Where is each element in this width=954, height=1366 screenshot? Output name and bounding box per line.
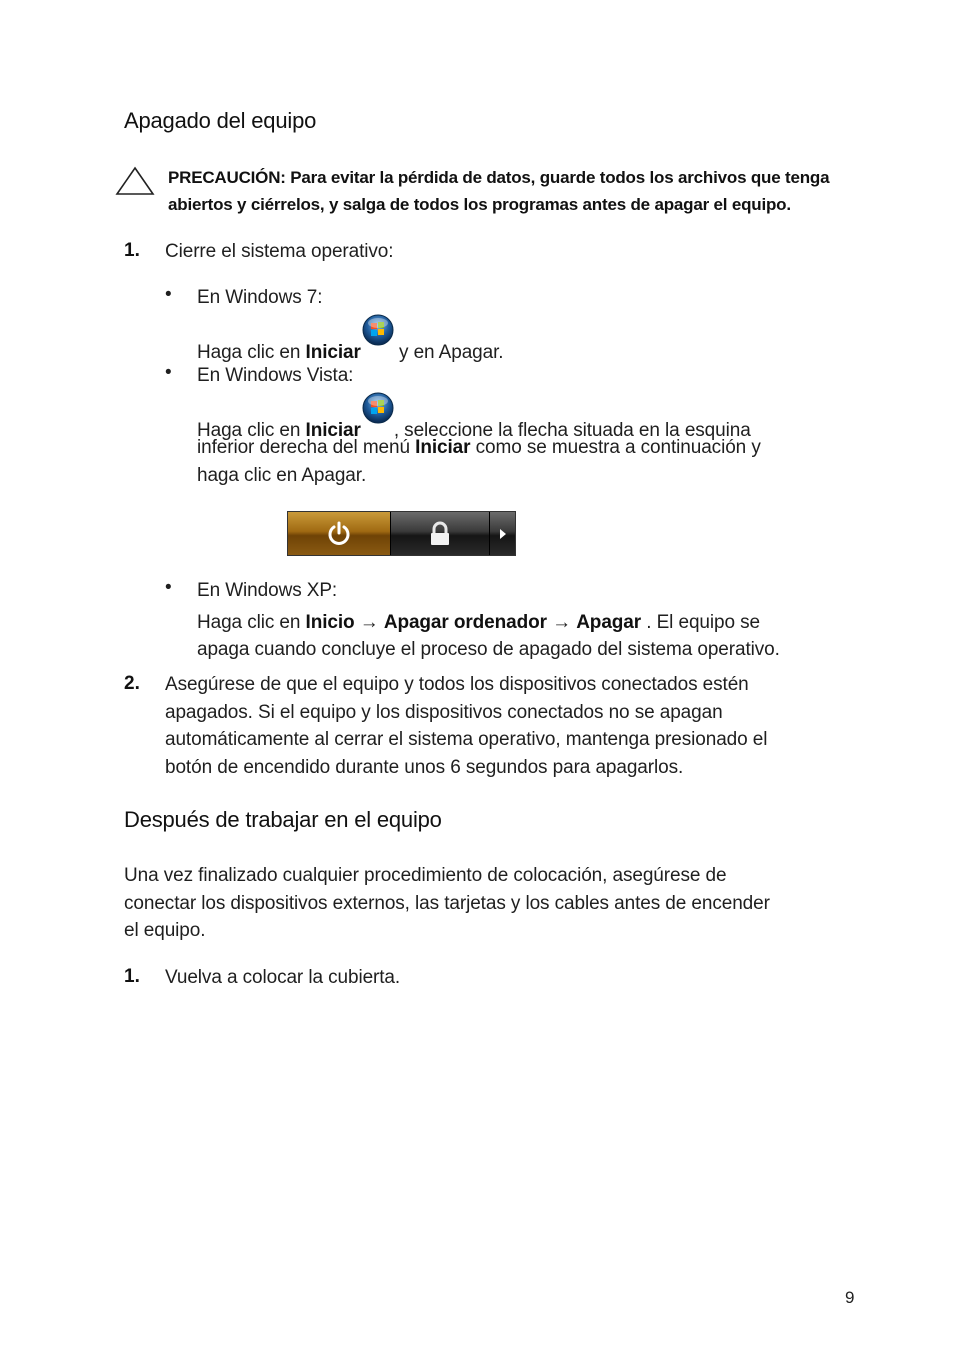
caution-label: PRECAUCIÓN: [168, 168, 286, 187]
step-2-line: apagados. Si el equipo y los dispositivos conectados no se apagan [165, 701, 723, 723]
vista-line2-iniciar: Iniciar [415, 437, 471, 458]
bullet-glyph: • [165, 284, 172, 305]
paragraph-line: Una vez finalizado cualquier procedimiento de colocación, asegúrese de [124, 865, 727, 886]
step-2-text [165, 671, 767, 781]
windows-start-orb-icon [362, 314, 394, 346]
step-text: Vuelva a colocar la cubierta. [165, 967, 401, 988]
step-2-line: Asegúrese de que el equipo y todos los dispositivos conectados estén [165, 674, 749, 695]
win7-label: En Windows 7: [197, 287, 323, 308]
step-number: 1. [124, 966, 140, 987]
bullet-glyph: • [165, 362, 172, 383]
paragraph-line: el equipo. [124, 920, 206, 941]
lock-button[interactable] [391, 512, 490, 555]
windows-start-orb-icon [362, 392, 394, 424]
power-button[interactable] [288, 512, 391, 555]
bullet-glyph: • [165, 577, 172, 598]
caution-triangle-icon [115, 166, 155, 196]
power-icon [326, 521, 352, 547]
step-2-line: automáticamente al cerrar el sistema operativo, mantenga presionado el [165, 729, 768, 750]
vista-line2-post: como se muestra a continuación y [470, 437, 761, 458]
chevron-right-icon [498, 527, 508, 541]
lock-icon [428, 521, 452, 547]
caution-note [168, 164, 888, 218]
xp-apagar: Apagar [576, 612, 642, 633]
vista-label: En Windows Vista: [197, 365, 354, 386]
caution-line-1 [168, 164, 888, 191]
win7-post: y en Apagar. [393, 342, 504, 363]
win7-iniciar: Iniciar [305, 342, 361, 363]
xp-label: En Windows XP: [197, 580, 338, 601]
step-2-line: botón de encendido durante unos 6 segundos para apagarlos. [165, 756, 684, 778]
xp-arrow-2: → [546, 612, 577, 633]
xp-apagar-ordenador: Apagar ordenador [383, 612, 547, 633]
xp-arrow-1: → [354, 612, 384, 633]
step-text: Cierre el sistema operativo: [165, 241, 394, 262]
win7-instruction [197, 328, 503, 367]
vista-instruction-3: haga clic en Apagar. [197, 465, 367, 486]
section-heading-apagado: Apagado del equipo [124, 108, 317, 133]
caution-text-1: Para evitar la pérdida de datos, guarde todos los archivos que tenga [290, 168, 830, 187]
shutdown-options-arrow-button[interactable] [490, 512, 515, 555]
vista-shutdown-bar [287, 511, 516, 556]
xp-instruction-2: apaga cuando concluye el proceso de apagado del sistema operativo. [197, 639, 780, 660]
section-heading-despues: Después de trabajar en el equipo [124, 807, 442, 832]
xp-instruction-1 [197, 609, 760, 637]
section-2-paragraph [124, 862, 770, 945]
xp-post: . El equipo se [641, 612, 760, 633]
page-number: 9 [845, 1288, 855, 1307]
vista-iniciar: Iniciar [305, 420, 361, 441]
vista-instruction-2 [197, 434, 761, 462]
vista-pre: Haga clic en [197, 420, 306, 441]
win7-pre: Haga clic en [197, 342, 306, 363]
vista-line2-pre: inferior derecha del menú [197, 437, 416, 458]
step-number: 1. [124, 240, 140, 261]
xp-pre: Haga clic en [197, 612, 306, 633]
paragraph-line: conectar los dispositivos externos, las tarjetas y los cables antes de encender [124, 892, 770, 914]
xp-inicio: Inicio [305, 612, 355, 633]
vista-post: , seleccione la flecha situada en la esquina [393, 420, 751, 441]
step-number: 2. [124, 673, 140, 694]
caution-line-2: abiertos y ciérrelos, y salga de todos los programas antes de apagar el equipo. [168, 195, 791, 214]
